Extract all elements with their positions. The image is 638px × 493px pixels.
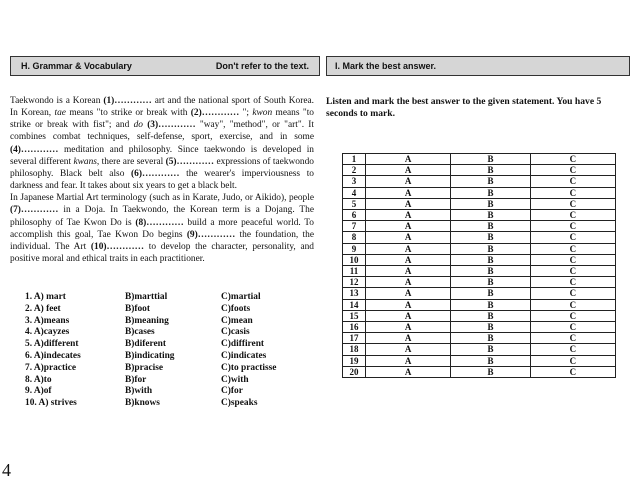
question-number: 10 bbox=[343, 254, 366, 265]
option-c: C)with bbox=[221, 374, 249, 385]
answer-row bbox=[343, 187, 616, 198]
answer-choice-a[interactable]: A bbox=[366, 254, 451, 265]
answer-choice-c[interactable]: C bbox=[530, 288, 615, 299]
blank-10: (10)………… bbox=[90, 241, 145, 252]
answer-choice-a[interactable]: A bbox=[366, 266, 451, 277]
blank-2: (2)………… bbox=[190, 108, 240, 119]
answer-choice-a[interactable]: A bbox=[366, 310, 451, 321]
answer-choice-b[interactable]: B bbox=[451, 198, 531, 209]
answer-choice-b[interactable]: B bbox=[451, 333, 531, 344]
answer-choice-b[interactable]: B bbox=[451, 288, 531, 299]
answer-choice-b[interactable]: B bbox=[451, 232, 531, 243]
answer-choice-b[interactable]: B bbox=[451, 176, 531, 187]
answer-row bbox=[343, 288, 616, 299]
answer-choice-a[interactable]: A bbox=[366, 187, 451, 198]
passage-paragraph-1: Taekwondo is a Korean (1)………… art and the national sport of South Korea. In Korean, tae means "to strike or break with (2)………… "; kwon means "to strike or break with fist"; and do (3)………… "way", "method", or "art". It combines combat techniques, self-defense, sport, exercise, and in some (4)………… meditation and philosophy. Since taekwondo is developed in several different kwans, there are several (5)………… expressions of taekwondo philosophy. Black belt also (6)………… the wearer's imperviousness to darkness and fear. It takes about six years to get a black belt. bbox=[10, 96, 315, 192]
answer-row bbox=[343, 210, 616, 221]
option-b: B)diferent bbox=[125, 339, 166, 350]
blank-8: (8)………… bbox=[135, 217, 184, 228]
reading-passage bbox=[10, 95, 314, 265]
blank-3: (3)………… bbox=[147, 120, 196, 131]
section-note: Don't refer to the text. bbox=[215, 61, 309, 71]
answer-choice-a[interactable]: A bbox=[366, 243, 451, 254]
option-b: B)cases bbox=[125, 327, 155, 338]
answer-choice-b[interactable]: B bbox=[451, 299, 531, 310]
answer-choice-b[interactable]: B bbox=[451, 310, 531, 321]
question-number: 14 bbox=[343, 299, 366, 310]
passage-paragraph-2: In Japanese Martial Art terminology (such as in Karate, Judo, or Aikido), people (7)………… in a Doja. In Taekwondo, the Korean term is a Dojang. The philosophy of Tae Kwon Do is (8)………… build a more peaceful world. To accomplish this goal, Tae Kwon Do begins (9)………… the foundation, the individual. The Art (10)………… to develop the character, personality, and positive moral and ethical traits in each practitioner. bbox=[10, 193, 314, 265]
answer-row bbox=[343, 232, 616, 243]
answer-choice-b[interactable]: B bbox=[451, 221, 531, 232]
option-row bbox=[25, 304, 276, 316]
option-a: 5. A)different bbox=[25, 339, 79, 350]
answer-choice-b[interactable]: B bbox=[451, 254, 531, 265]
answer-choice-c[interactable]: C bbox=[530, 176, 615, 187]
answer-choice-b[interactable]: B bbox=[451, 243, 531, 254]
answer-choice-b[interactable]: B bbox=[451, 210, 531, 221]
option-row bbox=[25, 351, 276, 363]
answer-choice-c[interactable]: C bbox=[530, 232, 615, 243]
answer-choice-a[interactable]: A bbox=[366, 322, 451, 333]
option-c: C)speaks bbox=[221, 398, 258, 409]
answer-row bbox=[343, 322, 616, 333]
answer-row bbox=[343, 266, 616, 277]
answer-choice-a[interactable]: A bbox=[366, 165, 451, 176]
question-number: 17 bbox=[343, 333, 366, 344]
question-number: 6 bbox=[343, 210, 366, 221]
answer-choice-a[interactable]: A bbox=[366, 355, 451, 366]
option-a: 2. A) feet bbox=[25, 303, 61, 314]
option-c: C)to practisse bbox=[221, 362, 277, 373]
answer-choice-c[interactable]: C bbox=[530, 299, 615, 310]
option-row bbox=[25, 363, 276, 375]
blank-6: (6)………… bbox=[131, 168, 180, 179]
answer-row bbox=[343, 277, 616, 288]
answer-row bbox=[343, 310, 616, 321]
option-c: C)indicates bbox=[221, 350, 267, 361]
answer-choice-a[interactable]: A bbox=[366, 232, 451, 243]
answer-choice-b[interactable]: B bbox=[451, 277, 531, 288]
answer-choice-a[interactable]: A bbox=[366, 366, 451, 377]
question-number: 11 bbox=[343, 266, 366, 277]
question-number: 5 bbox=[343, 198, 366, 209]
answer-row bbox=[343, 243, 616, 254]
question-number: 15 bbox=[343, 310, 366, 321]
answer-choice-c[interactable]: C bbox=[530, 333, 615, 344]
answer-choice-c[interactable]: C bbox=[530, 277, 615, 288]
answer-choice-a[interactable]: A bbox=[366, 288, 451, 299]
answer-row bbox=[343, 254, 616, 265]
option-c: C)mean bbox=[221, 315, 253, 326]
question-number: 9 bbox=[343, 243, 366, 254]
answer-choice-c[interactable]: C bbox=[530, 165, 615, 176]
blank-5: (5)………… bbox=[165, 156, 215, 167]
answer-choice-c[interactable]: C bbox=[530, 266, 615, 277]
question-number: 13 bbox=[343, 288, 366, 299]
answer-sheet-table bbox=[342, 153, 616, 378]
option-a: 8. A)to bbox=[25, 374, 52, 385]
page-number: 4 bbox=[2, 460, 11, 480]
answer-choice-a[interactable]: A bbox=[366, 299, 451, 310]
blank-7: (7)………… bbox=[10, 205, 59, 216]
answer-choice-c[interactable]: C bbox=[530, 310, 615, 321]
question-number: 16 bbox=[343, 322, 366, 333]
answer-choice-b[interactable]: B bbox=[451, 366, 531, 377]
answer-choice-c[interactable]: C bbox=[530, 344, 615, 355]
option-a: 10. A) strives bbox=[25, 398, 77, 409]
question-number: 20 bbox=[343, 366, 366, 377]
question-number: 8 bbox=[343, 232, 366, 243]
answer-choice-b[interactable]: B bbox=[451, 355, 531, 366]
option-c: C)diffirent bbox=[221, 339, 265, 350]
option-row bbox=[25, 398, 276, 410]
option-row bbox=[25, 339, 276, 351]
answer-choice-a[interactable]: A bbox=[366, 210, 451, 221]
answer-choice-c[interactable]: C bbox=[530, 154, 615, 165]
option-b: B)for bbox=[125, 374, 147, 385]
answer-choice-a[interactable]: A bbox=[366, 344, 451, 355]
mark-best-answer-header bbox=[326, 56, 630, 76]
option-row bbox=[25, 375, 276, 387]
answer-choice-b[interactable]: B bbox=[451, 187, 531, 198]
blank-1: (1)………… bbox=[103, 96, 152, 106]
option-b: B)marttial bbox=[125, 292, 168, 302]
answer-choice-b[interactable]: B bbox=[451, 165, 531, 176]
answer-choice-c[interactable]: C bbox=[530, 187, 615, 198]
question-number: 19 bbox=[343, 355, 366, 366]
question-number: 4 bbox=[343, 187, 366, 198]
question-number: 7 bbox=[343, 221, 366, 232]
answer-row bbox=[343, 176, 616, 187]
answer-row bbox=[343, 344, 616, 355]
answer-row bbox=[343, 154, 616, 165]
question-number: 1 bbox=[343, 154, 366, 165]
answer-row bbox=[343, 299, 616, 310]
answer-choice-b[interactable]: B bbox=[451, 154, 531, 165]
option-b: B)with bbox=[125, 386, 153, 397]
answer-choice-a[interactable]: A bbox=[366, 154, 451, 165]
option-row bbox=[25, 386, 276, 398]
question-number: 2 bbox=[343, 165, 366, 176]
answer-row bbox=[343, 198, 616, 209]
option-b: B)indicating bbox=[125, 350, 175, 361]
section-title: I. Mark the best answer. bbox=[335, 61, 437, 71]
answer-choice-c[interactable]: C bbox=[530, 322, 615, 333]
answer-row bbox=[343, 355, 616, 366]
answer-choice-a[interactable]: A bbox=[366, 277, 451, 288]
listening-instruction: Listen and mark the best answer to the given statement. You have 5 seconds to mark. bbox=[326, 96, 602, 120]
blank-9: (9)………… bbox=[186, 229, 236, 240]
option-b: B)foot bbox=[125, 303, 150, 314]
multiple-choice-options bbox=[25, 292, 276, 410]
option-row bbox=[25, 327, 276, 339]
option-c: C)foots bbox=[221, 303, 251, 314]
blank-4: (4)………… bbox=[10, 144, 59, 155]
option-b: B)knows bbox=[125, 398, 160, 409]
answer-choice-c[interactable]: C bbox=[530, 221, 615, 232]
answer-choice-b[interactable]: B bbox=[451, 344, 531, 355]
answer-choice-c[interactable]: C bbox=[530, 198, 615, 209]
option-row bbox=[25, 316, 276, 328]
option-c: C)casis bbox=[221, 327, 250, 338]
answer-choice-c[interactable]: C bbox=[530, 355, 615, 366]
answer-choice-b[interactable]: B bbox=[451, 322, 531, 333]
section-title: H. Grammar & Vocabulary bbox=[21, 61, 132, 71]
option-a: 3. A)means bbox=[25, 315, 70, 326]
answer-choice-b[interactable]: B bbox=[451, 266, 531, 277]
option-c: C)martial bbox=[221, 292, 261, 302]
option-row bbox=[25, 292, 276, 304]
answer-choice-a[interactable]: A bbox=[366, 221, 451, 232]
answer-choice-c[interactable]: C bbox=[530, 366, 615, 377]
answer-row bbox=[343, 221, 616, 232]
answer-row bbox=[343, 165, 616, 176]
grammar-vocabulary-header bbox=[10, 56, 320, 76]
option-a: 4. A)cayzes bbox=[25, 327, 70, 338]
option-a: 1. A) mart bbox=[25, 292, 66, 302]
option-a: 6. A)indecates bbox=[25, 350, 81, 361]
answer-choice-c[interactable]: C bbox=[530, 243, 615, 254]
answer-choice-a[interactable]: A bbox=[366, 198, 451, 209]
option-a: 7. A)practice bbox=[25, 362, 77, 373]
answer-choice-a[interactable]: A bbox=[366, 333, 451, 344]
option-a: 9. A)of bbox=[25, 386, 52, 397]
answer-choice-c[interactable]: C bbox=[530, 210, 615, 221]
question-number: 12 bbox=[343, 277, 366, 288]
option-b: B)meaning bbox=[125, 315, 169, 326]
question-number: 3 bbox=[343, 176, 366, 187]
answer-row bbox=[343, 366, 616, 377]
answer-row bbox=[343, 333, 616, 344]
answer-choice-c[interactable]: C bbox=[530, 254, 615, 265]
option-b: B)pracise bbox=[125, 362, 164, 373]
answer-choice-a[interactable]: A bbox=[366, 176, 451, 187]
option-c: C)for bbox=[221, 386, 243, 397]
question-number: 18 bbox=[343, 344, 366, 355]
